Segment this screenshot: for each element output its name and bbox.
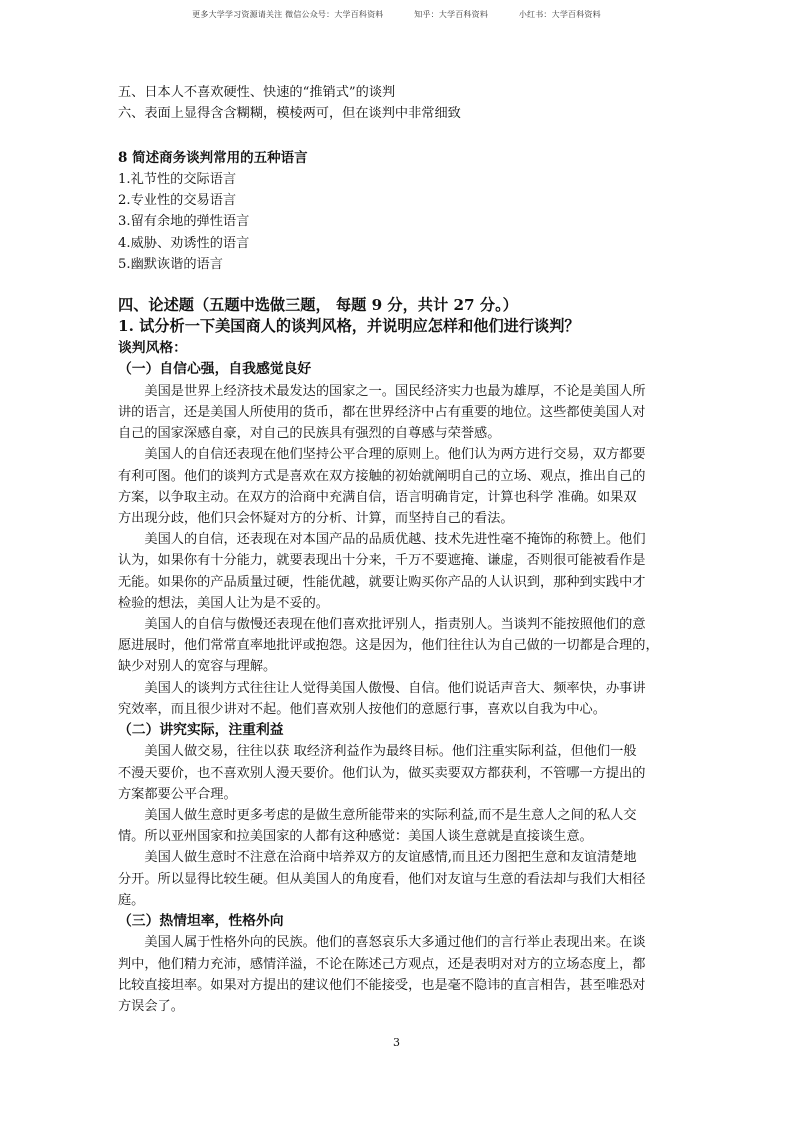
page-content: [118, 82, 678, 1017]
list-item: 4.威胁、劝诱性的语言: [118, 235, 250, 251]
section8-title: 8 简述商务谈判常用的五种语言: [118, 150, 308, 167]
list-item: 2.专业性的交易语言: [118, 193, 237, 209]
sec1-body: [118, 381, 678, 720]
sec2-body: [118, 741, 678, 911]
header-wechat: 更多大学学习资源请关注 微信公众号：大学百科资料: [192, 10, 384, 19]
page-header: [0, 9, 793, 20]
sec2-title: （二）讲究实际，注重利益: [118, 721, 284, 738]
page-number: 3: [393, 1036, 400, 1049]
style-label: 谈判风格：: [118, 339, 187, 356]
paragraph: 美国人做生意时更多考虑的是做生意所能带来的实际利益,而不是生意人之间的私人交 情。所以亚州国家和拉美国家的人都有这种感觉：美国人谈生意就是直接谈生意。: [118, 808, 637, 845]
sec1-title: （一）自信心强，自我感觉良好: [118, 361, 312, 378]
paragraph: 美国人的自信，还表现在对本国产品的品质优越、技术先进性毫不掩饰的称赞上。他们 认为，如果你有十分能力，就要表现出十分来，千万不要遮掩、谦虚，否则很可能被看作是 无能。如果你的产品质量过硬，性能优越，就要让购买你产品的人认识到，那种到实践中才 检验的想法，美国人让为是不妥的。: [118, 532, 646, 611]
paragraph: 美国人做交易，往往以获 取经济利益作为最终目标。他们注重实际利益，但他们一般 不漫天要价，也不喜欢别人漫天要价。他们认为，做买卖要双方都获利，不管哪一方提出的 方案都要公平合理。: [118, 744, 646, 802]
text-line: 六、表面上显得含含糊糊，模棱两可，但在谈判中非常细致: [118, 106, 461, 122]
question-title: 1. 试分析一下美国商人的谈判风格，并说明应怎样和他们进行谈判？: [118, 317, 580, 336]
list-item: 5.幽默诙谐的语言: [118, 256, 223, 272]
paragraph: 美国人做生意时不注意在洽商中培养双方的友谊感情,而且还力图把生意和友谊清楚地 分开。所以显得比较生硬。但从美国人的角度看，他们对友谊与生意的看法却与我们大相径 庭。: [118, 850, 646, 908]
list-item: 3.留有余地的弹性语言: [118, 214, 250, 230]
paragraph: 美国人的自信与傲慢还表现在他们喜欢批评别人，指责别人。当谈判不能按照他们的意 愿进展时，他们常常直率地批评或抱怨。这是因为，他们往往认为自己做的一切都是合理的， 缺少对别人的宽容与理解。: [118, 616, 659, 675]
sec3-body: [118, 932, 678, 1017]
sec3-title: （三）热情坦率，性格外向: [118, 913, 284, 930]
header-zhihu: 知乎：大学百科资料: [414, 10, 489, 19]
paragraph: 美国人的谈判方式往往让人觉得美国人傲慢、自信。他们说话声音大、频率快，办事讲 究效率，而且很少讲对不起。他们喜欢别人按他们的意愿行事，喜欢以自我为中心。: [118, 680, 646, 717]
paragraph: 美国是世界上经济技术最发达的国家之一。国民经济实力也最为雄厚，不论是美国人所 讲的语言，还是美国人所使用的货币，都在世界经济中占有重要的地位。这些都使美国人对 自己的国家深感自豪，对自己的民族具有强烈的自尊感与荣誉感。: [118, 383, 646, 442]
text-line: 五、日本人不喜欢硬性、快速的“推销式”的谈判: [118, 85, 396, 100]
paragraph: 美国人的自信还表现在他们坚持公平合理的原则上。他们认为两方进行交易，双方都要 有利可图。他们的谈判方式是喜欢在双方接触的初始就阐明自己的立场、观点，推出自己的 方案，以争取主动。在双方的洽商中充满自信，语言明确肯定，计算也科学 准确。如果双 方出现分歧，他们只会怀疑对方的分析、计算，而坚持自己的看法。: [118, 447, 646, 526]
paragraph: 美国人属于性格外向的民族。他们的喜怒哀乐大多通过他们的言行举止表现出来。在谈 判中，他们精力充沛，感情洋溢，不论在陈述己方观点，还是表明对对方的立场态度上，都 比较直接坦率。如果对方提出的建议他们不能接受，也是毫不隐讳的直言相告，甚至唯恐对 方误会了。: [118, 935, 646, 1015]
header-xiaohongshu: 小红书：大学百科资料: [518, 10, 601, 19]
list-item: 1.礼节性的交际语言: [118, 171, 237, 187]
part4-title: 四、论述题（五题中选做三题， 每题 9 分，共计 27 分。）: [118, 295, 518, 314]
